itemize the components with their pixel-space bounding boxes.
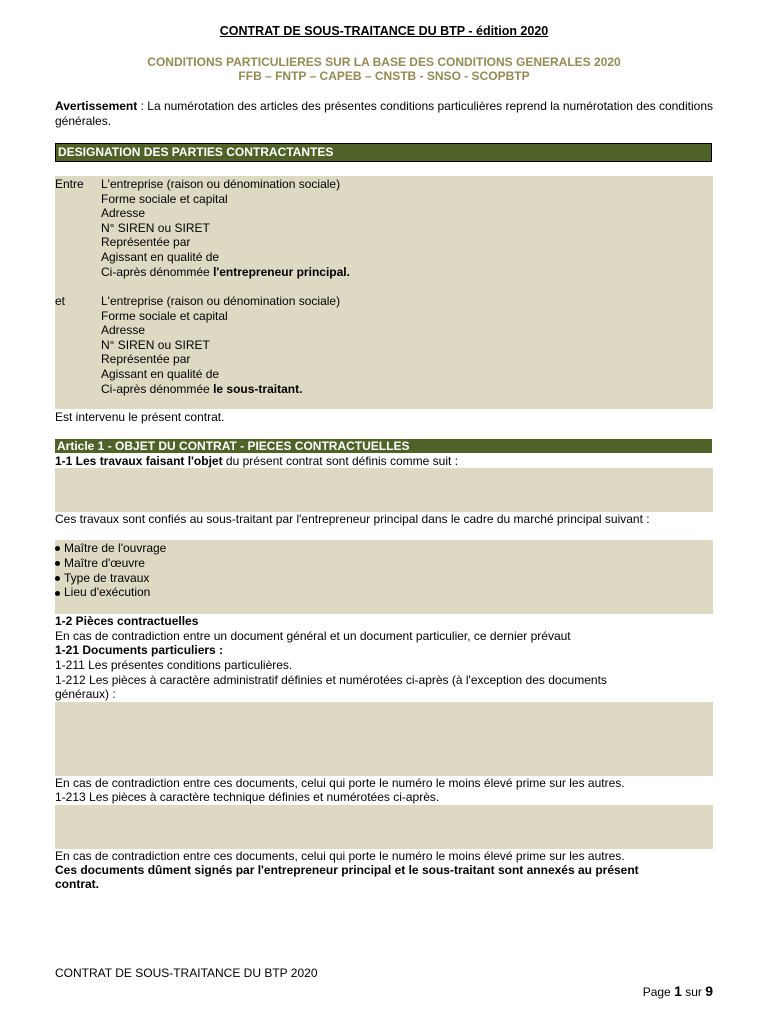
party1-line: Adresse: [101, 206, 146, 221]
bullet-icon: [55, 561, 60, 566]
list-item-label: Lieu d'exécution: [64, 585, 151, 600]
list-item-label: Type de travaux: [64, 570, 150, 585]
party2-line: Forme sociale et capital: [101, 308, 228, 323]
party1-line: N° SIREN ou SIRET: [101, 220, 210, 235]
list-item-label: Maître d'œuvre: [64, 555, 145, 570]
annex-line-1-text: Ces documents dûment signés par l'entrepreneur principal et le sous-traitant sont annexés au présent: [55, 863, 639, 877]
parties-closing: Est intervenu le présent contrat.: [55, 410, 225, 424]
article1-1-heading: 1-1 Les travaux faisant l'objet: [55, 454, 223, 468]
party2-designation-name: le sous-traitant.: [213, 381, 303, 396]
party2-line: Représentée par: [101, 352, 191, 367]
document-subtitle: [0, 55, 768, 83]
contradiction-text-2: En cas de contradiction entre ces documents, celui qui porte le numéro le moins élevé prime sur les autres.: [55, 849, 625, 863]
party2-line: Agissant en qualité de: [101, 366, 220, 381]
party1-designation: [101, 265, 350, 280]
footer-title: CONTRAT DE SOUS-TRAITANCE DU BTP 2020: [55, 966, 318, 980]
annex-line-1: [55, 863, 639, 878]
page-label: Page: [642, 985, 675, 999]
article1-212-line2: généraux) :: [55, 687, 116, 701]
works-description-fill: [55, 468, 713, 512]
party2-designation: [101, 382, 340, 397]
bullet-icon: [55, 576, 60, 581]
main-contract-list: [55, 541, 166, 600]
et-label: et: [55, 294, 66, 308]
list-item: [55, 556, 166, 571]
list-item: [55, 585, 166, 600]
subtitle-line-2: FFB – FNTP – CAPEB – CNSTB - SNSO - SCOPBTP: [238, 69, 530, 83]
warning-text: : La numérotation des articles des présentes conditions particulières reprend la numérotation des conditions générales.: [55, 99, 713, 128]
article1-2-text: En cas de contradiction entre un document général et un document particulier, ce dernier prévaut: [55, 629, 571, 643]
party2-designation-prefix: Ci-après dénommée: [101, 381, 214, 396]
party1-line: Forme sociale et capital: [101, 191, 228, 206]
party1-designation-name: l'entrepreneur principal.: [213, 264, 350, 279]
document-title: CONTRAT DE SOUS-TRAITANCE DU BTP - édition 2020: [219, 24, 549, 38]
article1-2-heading: [55, 614, 198, 629]
list-item: [55, 541, 166, 556]
list-item-label: Maître de l'ouvrage: [64, 541, 167, 555]
administrative-docs-fill: [55, 702, 713, 776]
article1-21-heading: [55, 643, 223, 658]
article1-2-heading-text: 1-2 Pièces contractuelles: [55, 614, 199, 628]
parties-section-header: DESIGNATION DES PARTIES CONTRACTANTES: [55, 143, 712, 162]
entre-label: Entre: [55, 177, 84, 191]
article1-section-header: Article 1 - OBJET DU CONTRAT - PIECES CONTRACTUELLES: [55, 439, 712, 453]
list-item: [55, 571, 166, 586]
party1-block: [101, 177, 350, 279]
article1-213-text: 1-213 Les pièces à caractère technique définies et numérotées ci-après.: [55, 790, 440, 804]
subtitle-line-1: CONDITIONS PARTICULIERES SUR LA BASE DES CONDITIONS GENERALES 2020: [147, 55, 621, 69]
page-of-label: sur: [681, 985, 706, 999]
party2-line: N° SIREN ou SIRET: [101, 337, 210, 352]
party1-designation-prefix: Ci-après dénommée: [101, 264, 214, 279]
warning-paragraph: [55, 99, 713, 128]
annex-line-2-text: contrat.: [55, 877, 100, 891]
party2-block: [101, 294, 340, 396]
article1-1-paragraph: [55, 454, 458, 469]
technical-docs-fill: [55, 805, 713, 849]
page-current: 1: [674, 983, 682, 999]
article1-21-heading-text: 1-21 Documents particuliers :: [55, 643, 224, 657]
contradiction-text-1: En cas de contradiction entre ces documents, celui qui porte le numéro le moins élevé prime sur les autres.: [55, 776, 625, 790]
bullet-icon: [55, 546, 60, 551]
party1-line: Représentée par: [101, 235, 191, 250]
article1-211-text: 1-211 Les présentes conditions particulières.: [55, 658, 293, 672]
article1-1-text: du présent contrat sont définis comme suit :: [222, 454, 459, 468]
warning-label: Avertissement: [55, 99, 138, 113]
annex-line-2: [55, 877, 99, 892]
party2-line: Adresse: [101, 323, 146, 338]
article1-212-line1: 1-212 Les pièces à caractère administratif définies et numérotées ci-après (à l'exception des documents: [55, 673, 607, 687]
works-entrusted-text: Ces travaux sont confiés au sous-traitant par l'entrepreneur principal dans le cadre du marché principal suivant :: [55, 512, 650, 526]
party1-line: L'entreprise (raison ou dénomination sociale): [101, 177, 341, 191]
party2-line: L'entreprise (raison ou dénomination sociale): [101, 294, 341, 308]
page-total: 9: [705, 983, 713, 999]
party1-line: Agissant en qualité de: [101, 249, 220, 264]
bullet-icon: [55, 591, 60, 596]
page-number: [643, 983, 713, 999]
